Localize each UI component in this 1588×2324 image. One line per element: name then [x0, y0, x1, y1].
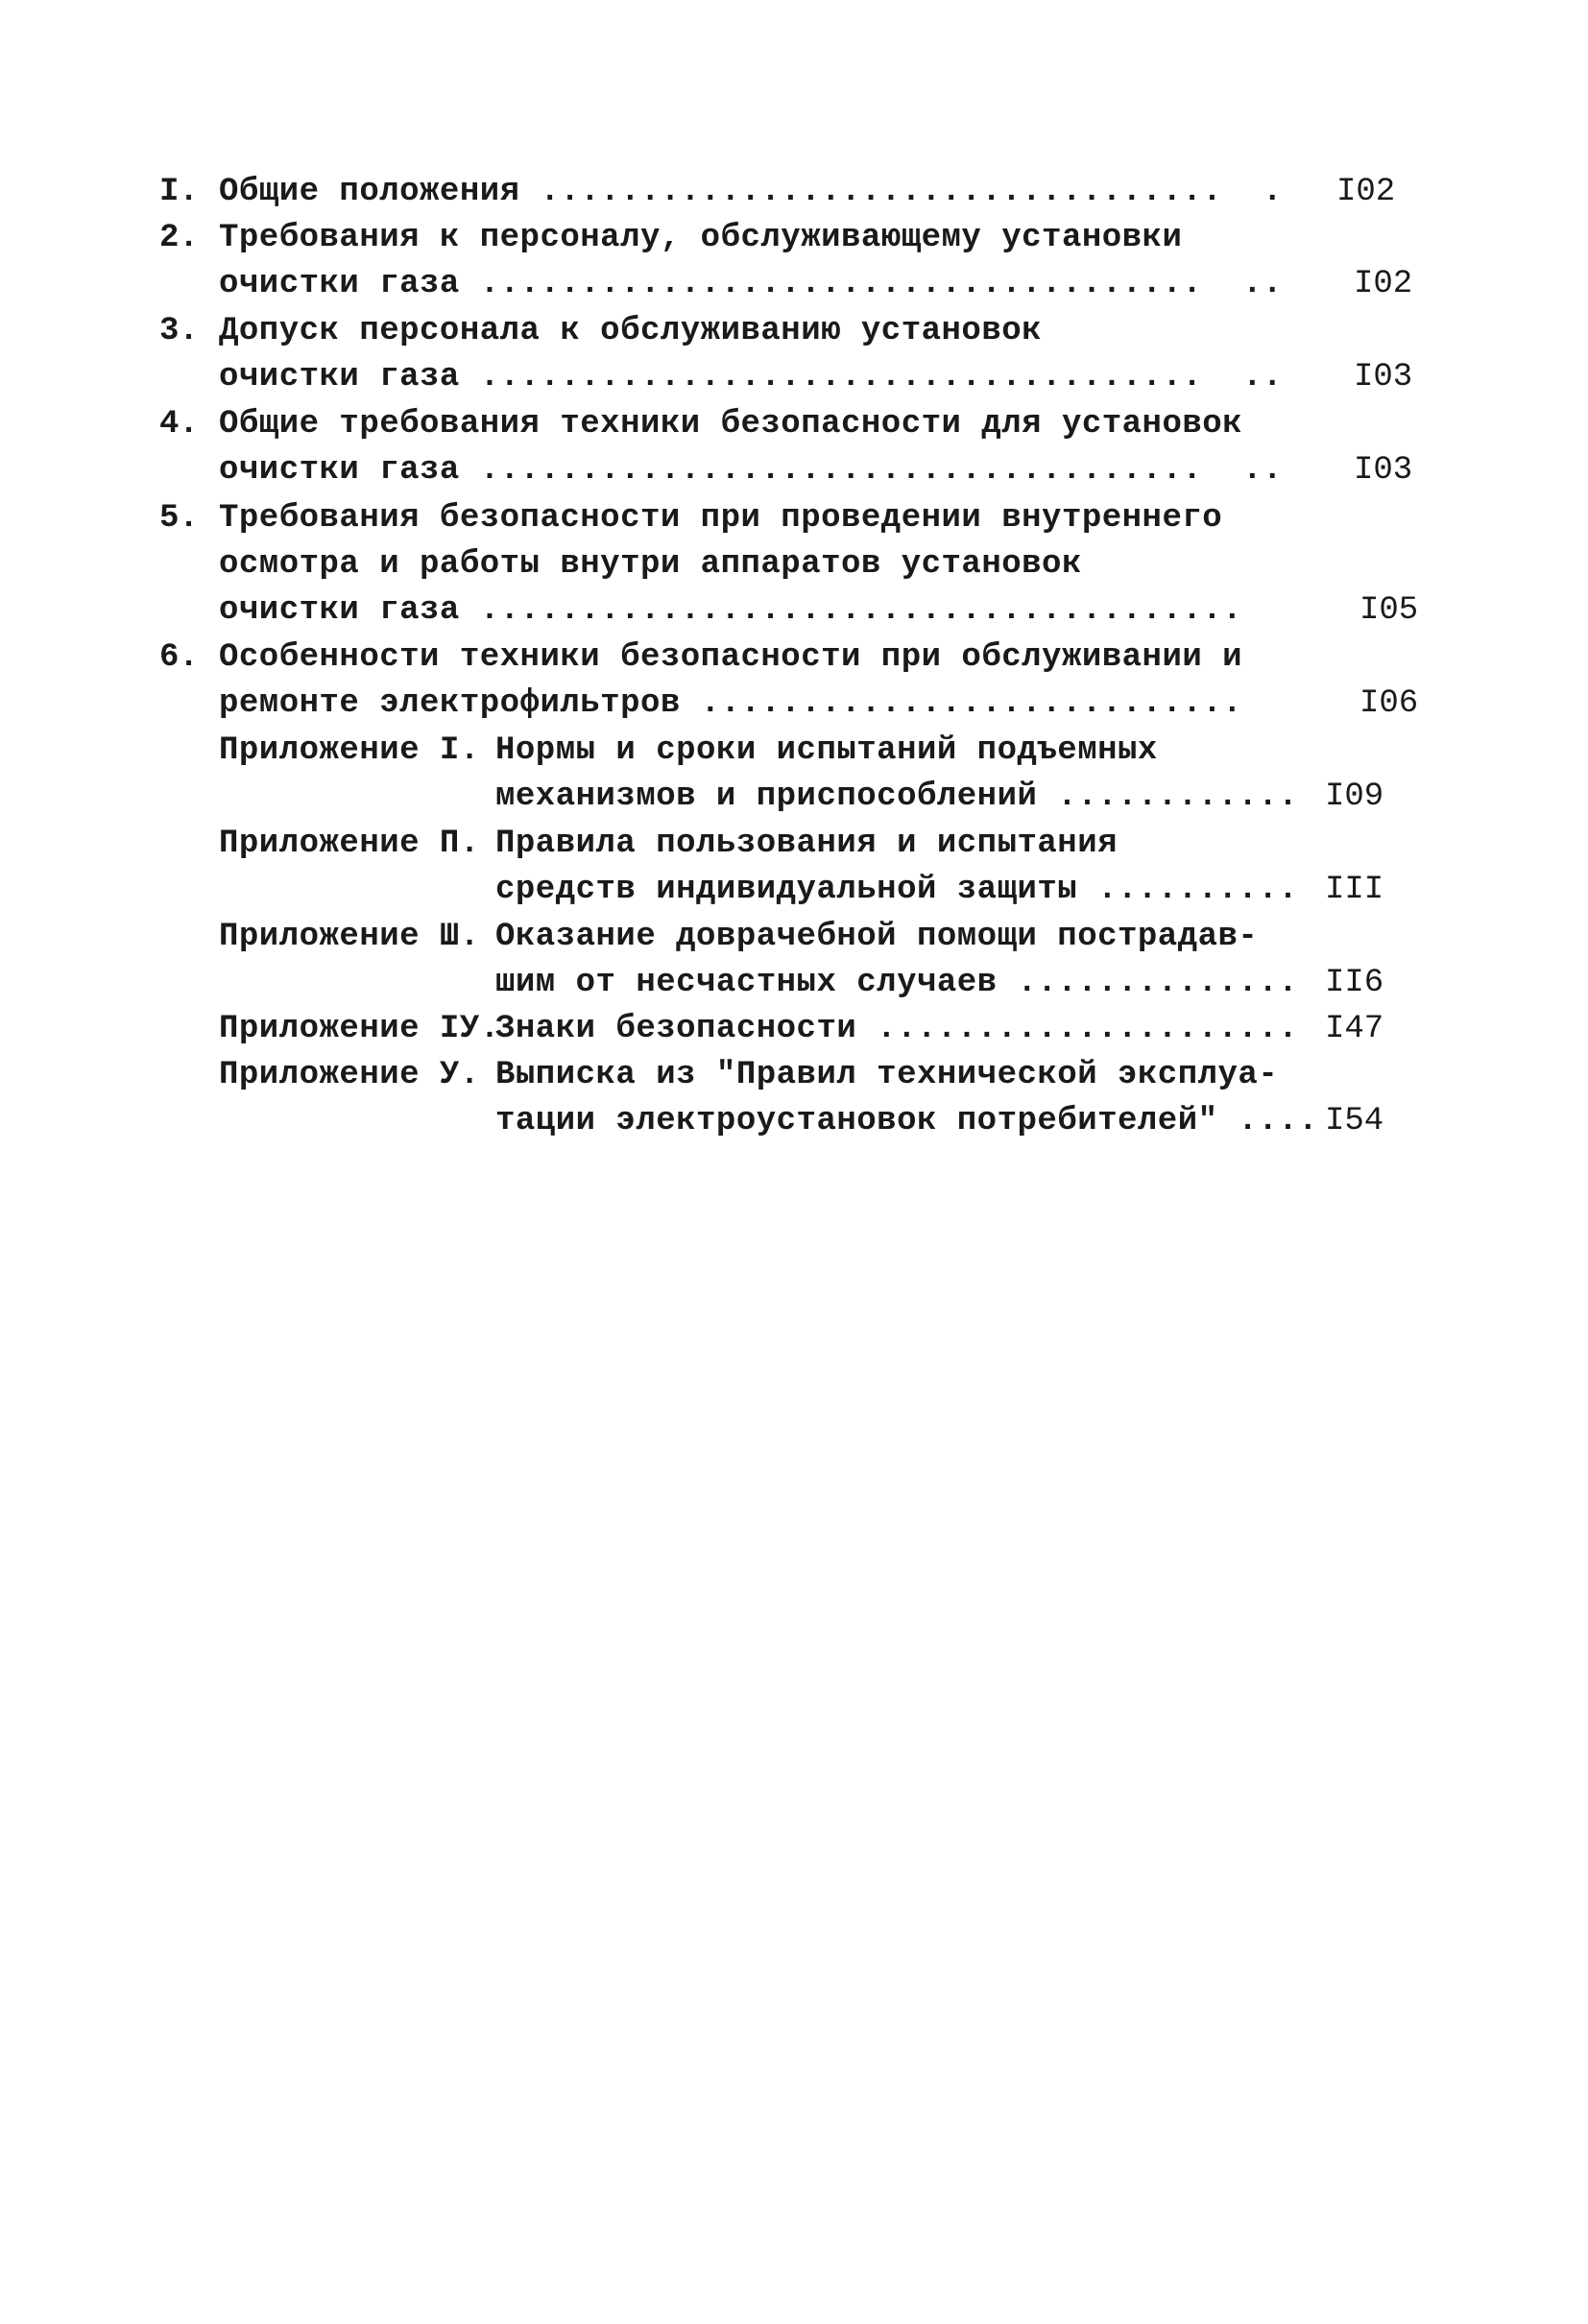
toc-entry-page: I02	[1354, 266, 1413, 302]
toc-entry-page: I09	[1325, 779, 1384, 815]
toc-entry-number: 5.	[159, 500, 199, 537]
appendix-title: Знаки безопасности .....................	[495, 1011, 1299, 1047]
appendix-title-cont: тации электроустановок потребителей" ....	[495, 1103, 1319, 1139]
toc-entry-title: Требования к персоналу, обслуживающему установки	[219, 220, 1183, 256]
toc-entry-number: 6.	[159, 639, 199, 676]
toc-entry-title-cont: ремонте электрофильтров ...........................	[219, 685, 1243, 722]
toc-entry-title: Общие требования техники безопасности для установок	[219, 406, 1243, 443]
appendix-title-cont: шим от несчастных случаев ..............	[495, 965, 1299, 1001]
appendix-title-cont: средств индивидуальной защиты ..........	[495, 872, 1299, 908]
toc-entry-title-cont: очистки газа .................................... ..	[219, 266, 1283, 302]
appendix-label: Приложение I.	[219, 732, 480, 769]
appendix-title-cont: механизмов и приспособлений ............	[495, 779, 1299, 815]
toc-entry-title: Требования безопасности при проведении внутреннего	[219, 500, 1223, 537]
toc-entry-page: I06	[1359, 685, 1419, 722]
toc-entry-title-cont: очистки газа ......................................	[219, 592, 1243, 629]
appendix-label: Приложение П.	[219, 826, 480, 862]
toc-entry-title: Допуск персонала к обслуживанию установок	[219, 313, 1043, 349]
appendix-title: Оказание доврачебной помощи пострадав-	[495, 919, 1259, 955]
toc-entry-title: Общие положения .................................. .	[219, 174, 1283, 210]
toc-entry-page: I03	[1354, 452, 1413, 489]
toc-entry-page: I02	[1336, 174, 1396, 210]
toc-entry-number: 4.	[159, 406, 199, 443]
toc-entry-page: I54	[1325, 1103, 1384, 1139]
appendix-title: Выписка из "Правил технической эксплуа-	[495, 1057, 1279, 1093]
appendix-title: Нормы и сроки испытаний подъемных	[495, 732, 1158, 769]
appendix-title: Правила пользования и испытания	[495, 826, 1119, 862]
toc-entry-page: III	[1325, 872, 1384, 908]
appendix-label: Приложение Ш.	[219, 919, 480, 955]
toc-entry-number: I.	[159, 174, 199, 210]
toc-entry-title-cont: осмотра и работы внутри аппаратов установок	[219, 546, 1082, 583]
appendix-label: Приложение У.	[219, 1057, 480, 1093]
toc-entry-title-cont: очистки газа .................................... ..	[219, 359, 1283, 395]
toc-entry-page: I47	[1325, 1011, 1384, 1047]
toc-entry-title-cont: очистки газа .................................... ..	[219, 452, 1283, 489]
toc-entry-page: I05	[1359, 592, 1419, 629]
toc-entry-number: 3.	[159, 313, 199, 349]
toc-entry-title: Особенности техники безопасности при обслуживании и	[219, 639, 1243, 676]
toc-entry-page: II6	[1325, 965, 1384, 1001]
toc-entry-number: 2.	[159, 220, 199, 256]
appendix-label: Приложение IУ.	[219, 1011, 500, 1047]
toc-entry-page: I03	[1354, 359, 1413, 395]
